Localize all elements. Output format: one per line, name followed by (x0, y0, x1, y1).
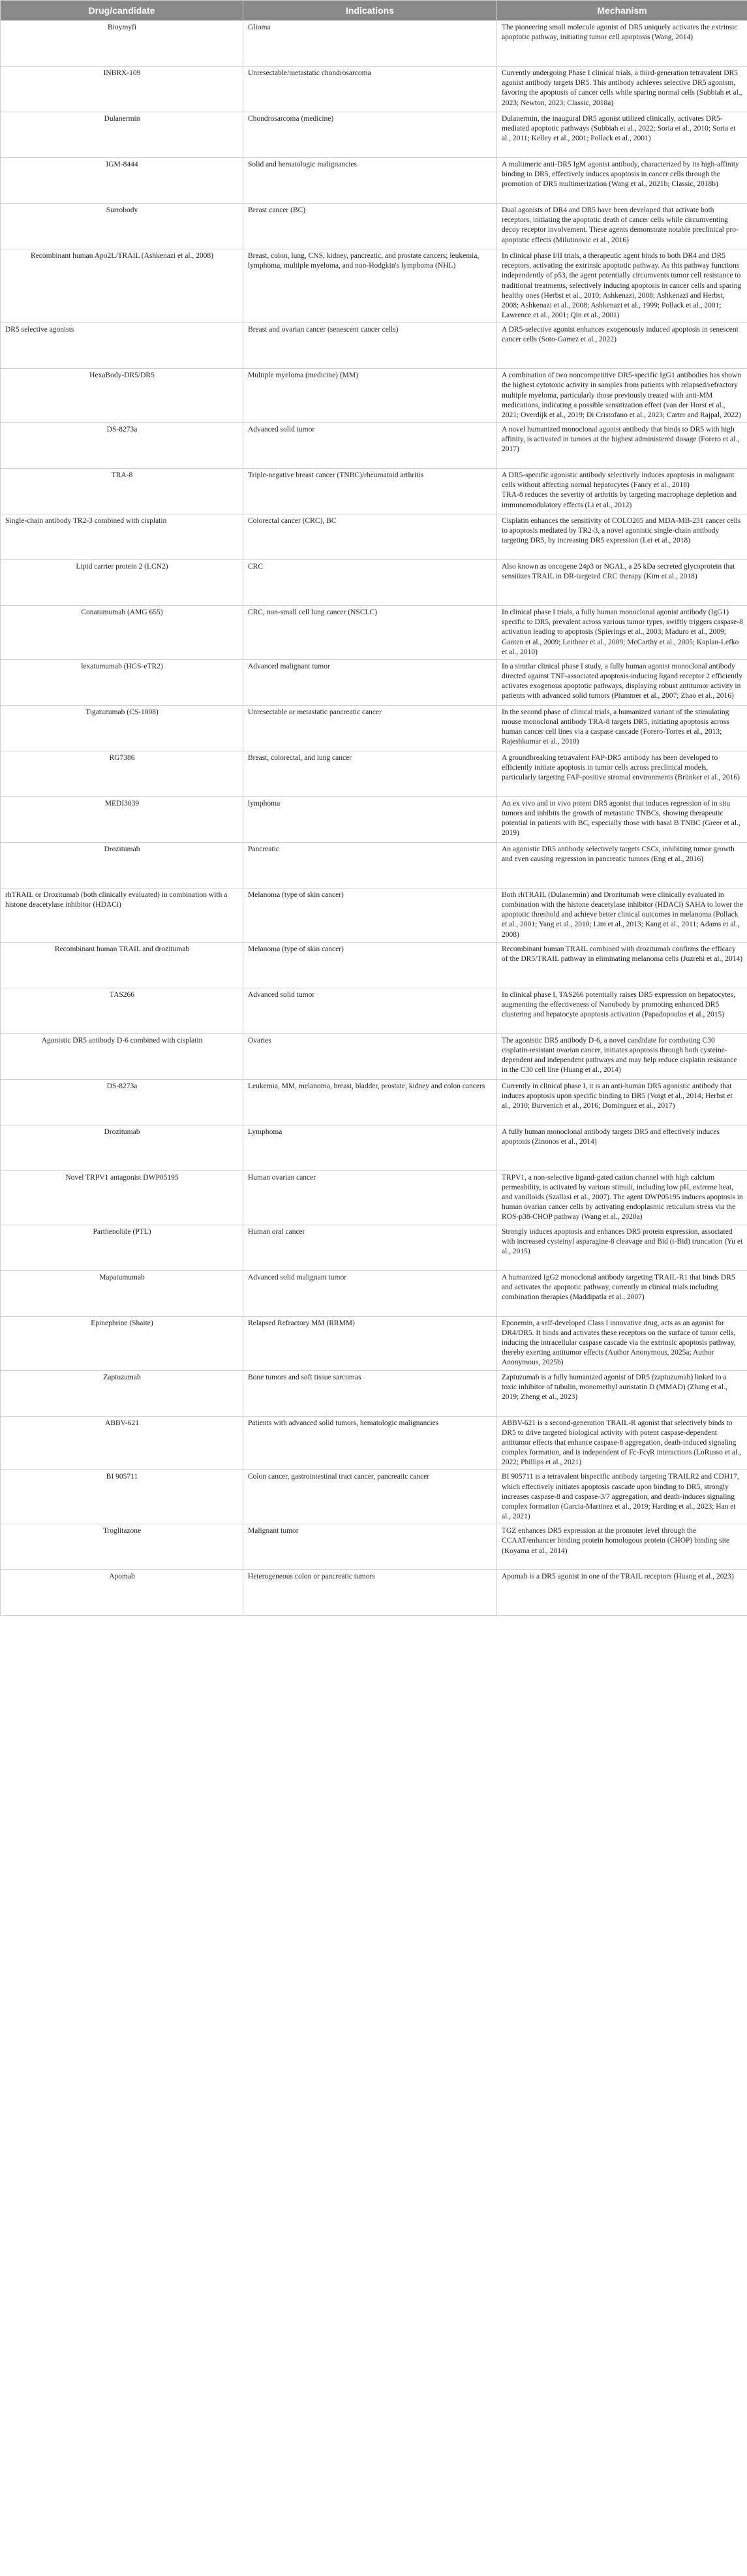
table-header-row (1, 1, 747, 21)
drug-cell: Mapatumumab (1, 1270, 243, 1316)
mechanism-cell: The agonistic DR5 antibody D-6, a novel candidate for combating C30 cisplatin-resistant ovarian cancer, initiates apoptosis through both cysteine-dependent and independent pathways and may help reduce cisplatin resistance in the C30 cell line (Huang et al., 2014) (497, 1033, 747, 1079)
indications-cell: lymphoma (243, 796, 497, 842)
mechanism-cell: Apomab is a DR5 agonist in one of the TRAIL receptors (Huang et al., 2023) (497, 1570, 747, 1616)
drug-cell: INBRX-109 (1, 67, 243, 112)
indications-cell: Leukemia, MM, melanoma, breast, bladder, prostate, kidney and colon cancers (243, 1079, 497, 1125)
drug-cell: DS-8273a (1, 423, 243, 469)
table-row (1, 323, 747, 369)
table-row (1, 942, 747, 988)
indications-cell: Bone tumors and soft tissue sarcomas (243, 1370, 497, 1416)
drug-cell: Apomab (1, 1570, 243, 1616)
mechanism-cell: A fully human monoclonal antibody targets DR5 and effectively induces apoptosis (Zinonos et al., 2014) (497, 1125, 747, 1170)
indications-cell: Advanced solid tumor (243, 423, 497, 469)
indications-cell: Triple-negative breast cancer (TNBC)/rheumatoid arthritis (243, 469, 497, 514)
drug-cell: rhTRAIL or Drozitumab (both clinically evaluated) in combination with a histone deacetylase inhibitor (HDACi) (1, 888, 243, 942)
indications-cell: Melanoma (type of skin cancer) (243, 888, 497, 942)
mechanism-cell: Both rhTRAIL (Dulanermin) and Drozitumab were clinically evaluated in combination with the histone deacetylase inhibitor (HDACi) SAHA to lower the apoptotic threshold and achieve better clinical outcomes in melanoma (Pollack et al., 2001; Yang et al., 2010; Lim et al., 2013; Kang et al., 2011; Adams et al., 2008) (497, 888, 747, 942)
mechanism-cell: TRPV1, a non-selective ligand-gated cation channel with high calcium permeability, is activated by various stimuli, including low pH, extreme heat, and vanilloids (Szallasi et al., 2007). The agent DWP05195 induces apoptosis in human ovarian cancer cells by activating endoplasmic reticulum stress via the ROS-p38-CHOP pathway (Wang et al., 2020a) (497, 1170, 747, 1225)
drug-cell: Zaptuzumab (1, 1370, 243, 1416)
indications-cell: Unresectable/metastatic chondrosarcoma (243, 67, 497, 112)
drug-cell: Single-chain antibody TR2-3 combined with cisplatin (1, 514, 243, 560)
indications-cell: Glioma (243, 21, 497, 67)
table-row (1, 158, 747, 204)
mechanism-cell: In clinical phase I trials, a fully human monoclonal agonist antibody (IgG1) specific to DR5, prevalent across various tumor types, swiftly triggers caspase-8 activation leading to apoptosis (Spierings et al., 2003; Maduro et al., 2009; Ganten et al., 2009; Leithner et al., 2009; McCarthy et al., 2005; Kaplan-Lefko et al., 2010) (497, 606, 747, 660)
indications-cell: Ovaries (243, 1033, 497, 1079)
drug-cell: BI 905711 (1, 1470, 243, 1524)
indications-cell: Human oral cancer (243, 1225, 497, 1270)
drug-cell: Epinephrine (Shaite) (1, 1316, 243, 1370)
table-row (1, 423, 747, 469)
mechanism-cell: A DR5-selective agonist enhances exogenously induced apoptosis in senescent cancer cells (Soto-Gamez et al., 2022) (497, 323, 747, 369)
drug-cell: ABBV-621 (1, 1416, 243, 1470)
table-row (1, 659, 747, 705)
table-row (1, 469, 747, 514)
mechanism-cell: In a similar clinical phase I study, a fully human agonist monoclonal antibody directed against TNF-associated apoptosis-inducing ligand receptor 2 efficiently activates exogenous apoptotic pathways, displaying robust antitumor activity in patients with advanced solid tumors (Plummer et al., 2007; Zhao et al., 2016) (497, 659, 747, 705)
drug-cell: Tigatuzumab (CS-1008) (1, 705, 243, 751)
mechanism-cell: In clinical phase I/II trials, a therapeutic agent binds to both DR4 and DR5 receptors, activating the extrinsic apoptotic pathway. As this pathway functions independently of p53, the agent potentially circumvents tumor cell resistance to traditional treatments, selectively inducing apoptosis in cancer cells and sparing healthy ones (Herbst et al., 2010; Ashkenazi, 2008; Ashkenazi and Herbst, 2008; Ashkenazi et al., 2008; Ashkenazi et al., 1999; Pollack et al., 2001; Lawrence et al., 2001; Qin et al., 2001) (497, 249, 747, 323)
mechanism-cell: A combination of two noncompetitive DR5-specific IgG1 antibodies has shown the highest cytotoxic activity in samples from patients with relapsed/refractory multiple myeloma, particularly those previously treated with anti-MM medications, indicating a possible sensitization effect (van der Horst et al., 2021; Overdijk et al., 2019; Di Cristofano et al., 2023; Carter and Rajpal, 2022) (497, 369, 747, 423)
table-row (1, 1570, 747, 1616)
table-row (1, 606, 747, 660)
table-row (1, 1125, 747, 1170)
drug-cell: Drozitumab (1, 1125, 243, 1170)
mechanism-cell: An agonistic DR5 antibody selectively targets CSCs, inhibiting tumor growth and even causing regression in pancreatic tumors (Eng et al., 2016) (497, 842, 747, 888)
table-row (1, 1079, 747, 1125)
drug-cell: Dulanermin (1, 112, 243, 158)
indications-cell: Advanced solid malignant tumor (243, 1270, 497, 1316)
drug-cell: HexaBody-DR5/DR5 (1, 369, 243, 423)
indications-cell: Heterogeneous colon or pancreatic tumors (243, 1570, 497, 1616)
drug-cell: Recombinant human Apo2L/TRAIL (Ashkenazi et al., 2008) (1, 249, 243, 323)
indications-cell: Breast and ovarian cancer (senescent cancer cells) (243, 323, 497, 369)
indications-cell: Relapsed Refractory MM (RRMM) (243, 1316, 497, 1370)
indications-cell: Multiple myeloma (medicine) (MM) (243, 369, 497, 423)
mechanism-cell: Recombinant human TRAIL combined with drozitumab confirms the efficacy of the DR5/TRAIL pathway in eliminating melanoma cells (Juzrehi et al., 2014) (497, 942, 747, 988)
indications-cell: Breast, colorectal, and lung cancer (243, 751, 497, 796)
table-body (1, 21, 747, 1616)
table-row (1, 751, 747, 796)
indications-cell: Melanoma (type of skin cancer) (243, 942, 497, 988)
table-row (1, 1524, 747, 1570)
drug-cell: Conatumumab (AMG 655) (1, 606, 243, 660)
indications-cell: Advanced malignant tumor (243, 659, 497, 705)
drug-cell: Parthenolide (PTL) (1, 1225, 243, 1270)
drug-cell: Agonistic DR5 antibody D-6 combined with cisplatin (1, 1033, 243, 1079)
indications-cell: Colorectal cancer (CRC), BC (243, 514, 497, 560)
mechanism-cell: Dulanermin, the inaugural DR5 agonist utilized clinically, activates DR5-mediated apoptotic pathways (Subbiah et al., 2022; Soria et al., 2010; Soria et al., 2011; Kelley et al., 2001; Pollack et al., 2001) (497, 112, 747, 158)
mechanism-cell: A groundbreaking tetravalent FAP-DR5 antibody has been developed to efficiently initiate apoptosis in tumor cells across preclinical models, particularly targeting FAP-positive stromal environments (Brünker et al., 2016) (497, 751, 747, 796)
table-row (1, 1033, 747, 1079)
mechanism-cell: TGZ enhances DR5 expression at the promoter level through the CCAAT/enhancer binding protein homologous protein (CHOP) binding site (Koyama et al., 2014) (497, 1524, 747, 1570)
drug-cell: TAS266 (1, 988, 243, 1033)
header-indications: Indications (243, 1, 497, 21)
table-row (1, 1470, 747, 1524)
drug-cell: IGM-8444 (1, 158, 243, 204)
table-row (1, 514, 747, 560)
mechanism-cell: In clinical phase I, TAS266 potentially raises DR5 expression on hepatocytes, augmenting the effectiveness of Nanobody by promoting enhanced DR5 clustering and hepatocyte apoptosis activation (Papadopoulos et al., 2015) (497, 988, 747, 1033)
drug-cell: Recombinant human TRAIL and drozitumab (1, 942, 243, 988)
mechanism-cell: Currently in clinical phase I, it is an anti-human DR5 agonistic antibody that induces apoptosis upon specific binding to DR5 (Voigt et al., 2014; Herbst et al., 2010; Burvenich et al., 2016; Dominguez et al., 2017) (497, 1079, 747, 1125)
table-row (1, 1225, 747, 1270)
table-row (1, 988, 747, 1033)
drug-cell: Drozitumab (1, 842, 243, 888)
table-row (1, 1270, 747, 1316)
drug-cell: Troglitazone (1, 1524, 243, 1570)
table-row (1, 112, 747, 158)
drug-cell: Lipid carrier protein 2 (LCN2) (1, 560, 243, 606)
indications-cell: Lymphoma (243, 1125, 497, 1170)
header-drug-candidate: Drug/candidate (1, 1, 243, 21)
indications-cell: Human ovarian cancer (243, 1170, 497, 1225)
table-row (1, 796, 747, 842)
drug-cell: lexatumumab (HGS-eTR2) (1, 659, 243, 705)
indications-cell: Solid and hematologic malignancies (243, 158, 497, 204)
mechanism-cell: Strongly induces apoptosis and enhances DR5 protein expression, associated with increased cysteinyl asparagine-8 cleavage and Bid (t-Bid) truncation (Yu et al., 2015) (497, 1225, 747, 1270)
indications-cell: Pancreatic (243, 842, 497, 888)
indications-cell: CRC (243, 560, 497, 606)
indications-cell: CRC, non-small cell lung cancer (NSCLC) (243, 606, 497, 660)
drug-cell: TRA-8 (1, 469, 243, 514)
mechanism-cell: Eponemin, a self-developed Class I innovative drug, acts as an agonist for DR4/DR5. It binds and activates these receptors on the surface of tumor cells, inducing the intracellular caspase cascade via the extrinsic apoptosis pathway, thereby exerting antitumor effects (Author Anonymous, 2025a; Author Anonymous, 2025b) (497, 1316, 747, 1370)
mechanism-cell: Currently undergoing Phase I clinical trials, a third-generation tetravalent DR5 agonist antibody targets DR5. This antibody achieves selective DR5 agonism, favoring the apoptosis of cancer cells while sparing normal cells (Subbiah et al., 2023; Newton, 2023; Classic, 2018a) (497, 67, 747, 112)
table-row (1, 1370, 747, 1416)
table-row (1, 1170, 747, 1225)
drug-cell: Bioymyfi (1, 21, 243, 67)
table-row (1, 249, 747, 323)
table-row (1, 67, 747, 112)
indications-cell: Advanced solid tumor (243, 988, 497, 1033)
mechanism-cell: Dual agonists of DR4 and DR5 have been developed that activate both receptors, initiating the apoptotic death of cancer cells while circumventing decoy receptor involvement. These agents demonstrate notable preclinical pro-apoptotic effects (Milutinovic et al., 2016) (497, 204, 747, 249)
indications-cell: Chondrosarcoma (medicine) (243, 112, 497, 158)
header-mechanism: Mechanism (497, 1, 747, 21)
drug-cell: DS-8273a (1, 1079, 243, 1125)
indications-cell: Malignant tumor (243, 1524, 497, 1570)
table-row (1, 1416, 747, 1470)
mechanism-cell: In the second phase of clinical trials, a humanized variant of the stimulating mouse monoclonal antibody TRA-8 targets DR5, initiating apoptosis across human cancer cell lines via a caspase cascade (Forero-Torres et al., 2013; Rajeshkumar et al., 2010) (497, 705, 747, 751)
indications-cell: Unresectable or metastatic pancreatic cancer (243, 705, 497, 751)
mechanism-cell: A novel humanized monoclonal agonist antibody that binds to DR5 with high affinity, is activated in tumors at the highest administered dosage (Forero et al., 2017) (497, 423, 747, 469)
table-row (1, 369, 747, 423)
table-row (1, 842, 747, 888)
mechanism-cell: BI 905711 is a tetravalent bispecific antibody targeting TRAILR2 and CDH17, which effectively initiates apoptosis cascade upon binding to DR5, strongly increases caspase-8 and caspase-3/7 aggregation, and death-induces signaling complex formation (Garcia-Martinez et al., 2019; Harding et al., 2023; Han et al., 2021) (497, 1470, 747, 1524)
mechanism-cell: ABBV-621 is a second-generation TRAIL-R agonist that selectively binds to DR5 to drive targeted biological activity with potent caspase-dependent antitumor effects that enhance caspase-8 aggregation, death-induced signaling complex formation, and is independent of Fc-FcγR interactions (LoRusso et al., 2022; Phillips et al., 2021) (497, 1416, 747, 1470)
mechanism-cell: The pioneering small molecule agonist of DR5 uniquely activates the extrinsic apoptotic pathway, initiating tumor cell apoptosis (Wang, 2014) (497, 21, 747, 67)
table-row (1, 21, 747, 67)
drug-cell: Novel TRPV1 antagonist DWP05195 (1, 1170, 243, 1225)
indications-cell: Colon cancer, gastrointestinal tract cancer, pancreatic cancer (243, 1470, 497, 1524)
drug-cell: Surrobody (1, 204, 243, 249)
indications-cell: Breast, colon, lung, CNS, kidney, pancreatic, and prostate cancers; leukemia, lymphoma, multiple myeloma, and non-Hodgkin's lymphoma (NHL) (243, 249, 497, 323)
drug-cell: RG7386 (1, 751, 243, 796)
mechanism-cell: A humanized IgG2 monoclonal antibody targeting TRAIL-R1 that binds DR5 and activates the apoptotic pathway, currently in clinical trials including combination therapies (Maddipatla et al., 2007) (497, 1270, 747, 1316)
mechanism-cell: A DR5-specific agonistic antibody selectively induces apoptosis in malignant cells without affecting normal hepatocytes (Fancy et al., 2018) TRA-8 reduces the severity of arthritis by targeting macrophage depletion and immunomodulatory effects (Li et al., 2012) (497, 469, 747, 514)
drug-cell: DR5 selective agonists (1, 323, 243, 369)
mechanism-cell: Cisplatin enhances the sensitivity of COLO205 and MDA-MB-231 cancer cells to apoptosis mediated by TR2-3, a novel agonistic single-chain antibody targeting DR5, by increasing DR5 expression (Lei et al., 2018) (497, 514, 747, 560)
mechanism-cell: An ex vivo and in vivo potent DR5 agonist that induces regression of in situ tumors and inhibits the growth of metastatic TNBCs, showing therapeutic potential in patients with BC, especially those with basal B TNBC (Greer et al., 2019) (497, 796, 747, 842)
drug-cell: MEDI3039 (1, 796, 243, 842)
table-row (1, 204, 747, 249)
table-row (1, 560, 747, 606)
mechanism-cell: Also known as oncogene 24p3 or NGAL, a 25 kDa secreted glycoprotein that sensitizes TRAIL in DR-targeted CRC therapy (Kim et al., 2018) (497, 560, 747, 606)
table-row (1, 1316, 747, 1370)
table-row (1, 705, 747, 751)
table-row (1, 888, 747, 942)
indications-cell: Breast cancer (BC) (243, 204, 497, 249)
mechanism-cell: A multimeric anti-DR5 IgM agonist antibody, characterized by its high-affinity binding to DR5, effectively induces apoptosis in cancer cells through the promotion of DR5 multimerization (Wang et al., 2021b; Classic, 2018b) (497, 158, 747, 204)
mechanism-cell: Zaptuzumab is a fully humanized agonist of DR5 (zaptuzumab) linked to a toxic inhibitor of tubulin, monomethyl auristatin D (MMAD) (Zhang et al., 2019; Zheng et al., 2023) (497, 1370, 747, 1416)
indications-cell: Patients with advanced solid tumors, hematologic malignancies (243, 1416, 497, 1470)
